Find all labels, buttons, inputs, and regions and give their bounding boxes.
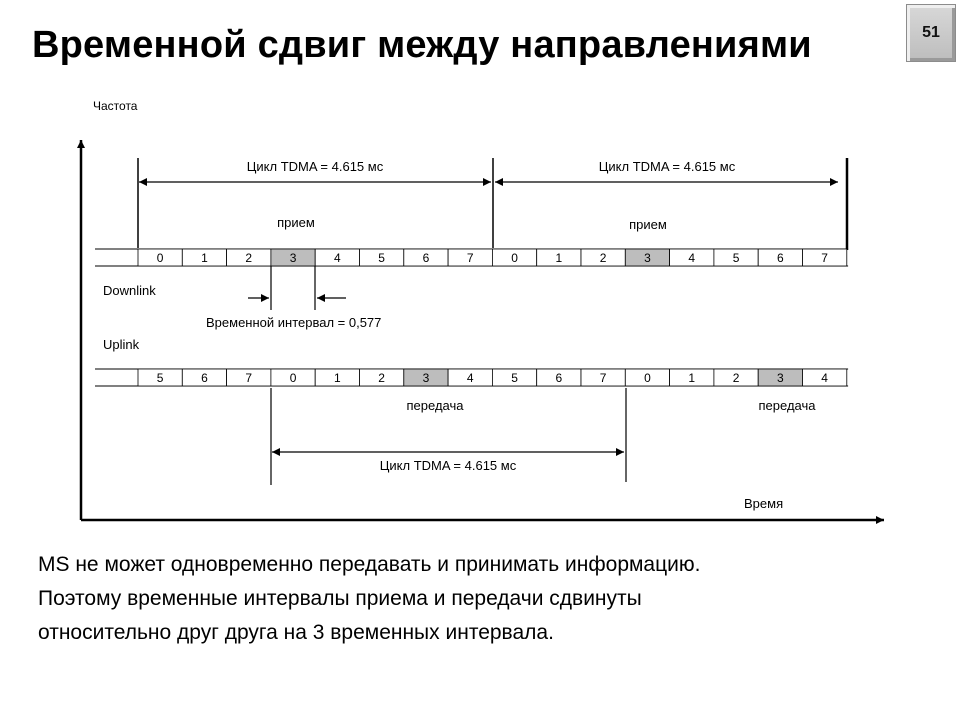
y-axis-label: Частота <box>93 99 138 113</box>
interval-label: Временной интервал = 0,577 <box>206 315 382 330</box>
uplink-slot-number: 3 <box>777 371 784 385</box>
uplink-slot-number: 0 <box>289 371 297 385</box>
downlink-slot-number: 0 <box>156 251 164 265</box>
tdma-cycle-label-2: Цикл TDMA = 4.615 мс <box>598 159 736 174</box>
downlink-slot-number: 6 <box>777 251 784 265</box>
receive-label-1: прием <box>277 215 315 230</box>
body-line-1: MS не может одновременно передавать и принимать информацию. <box>38 553 701 576</box>
uplink-slot-row <box>95 369 848 386</box>
downlink-slot-number: 4 <box>334 251 341 265</box>
downlink-slot-row <box>95 249 848 266</box>
transmit-label-1: передача <box>406 398 464 413</box>
downlink-slot-number: 2 <box>245 251 253 265</box>
downlink-slot-number: 5 <box>732 251 740 265</box>
uplink-slot-number: 7 <box>599 371 607 385</box>
downlink-slot-number: 4 <box>688 251 696 265</box>
uplink-slot-number: 6 <box>201 371 208 385</box>
uplink-slot-number: 5 <box>156 371 164 385</box>
uplink-slot-number: 2 <box>378 371 385 385</box>
x-axis-label: Время <box>744 496 784 511</box>
downlink-slot-number: 7 <box>821 251 828 265</box>
downlink-slot-number: 1 <box>555 251 563 265</box>
page-number: 51 <box>922 24 940 41</box>
uplink-slot-number: 2 <box>732 371 740 385</box>
uplink-slot-number: 6 <box>555 371 563 385</box>
downlink-slot-number: 5 <box>378 251 385 265</box>
downlink-slot-number: 2 <box>599 251 607 265</box>
uplink-slot-number: 7 <box>245 371 253 385</box>
body-text <box>38 548 918 650</box>
tdma-cycle-label-1: Цикл TDMA = 4.615 мс <box>246 159 384 174</box>
uplink-slot-number: 4 <box>466 371 474 385</box>
uplink-slot-number: 4 <box>821 371 828 385</box>
downlink-slot-number: 3 <box>644 251 651 265</box>
uplink-slot-number: 3 <box>422 371 430 385</box>
uplink-slot-number: 1 <box>688 371 696 385</box>
downlink-slot-number: 3 <box>289 251 297 265</box>
uplink-slot-number: 0 <box>644 371 651 385</box>
downlink-label: Downlink <box>103 283 156 298</box>
uplink-label: Uplink <box>103 337 140 352</box>
uplink-slot-number: 5 <box>511 371 518 385</box>
body-line-2: Поэтому временные интервалы приема и передачи сдвинуты <box>38 587 642 610</box>
downlink-slot-number: 7 <box>466 251 474 265</box>
downlink-slot-number: 0 <box>511 251 518 265</box>
slide-title: Временной сдвиг между направлениями <box>32 24 812 66</box>
receive-label-2: прием <box>629 217 667 232</box>
transmit-label-2: передача <box>758 398 816 413</box>
body-line-3: относительно друг друга на 3 временных интервала. <box>38 621 554 644</box>
downlink-slot-number: 1 <box>201 251 208 265</box>
downlink-slot-number: 6 <box>422 251 430 265</box>
uplink-slot-number: 1 <box>334 371 341 385</box>
tdma-cycle-label-uplink: Цикл TDMA = 4.615 мс <box>379 458 517 473</box>
